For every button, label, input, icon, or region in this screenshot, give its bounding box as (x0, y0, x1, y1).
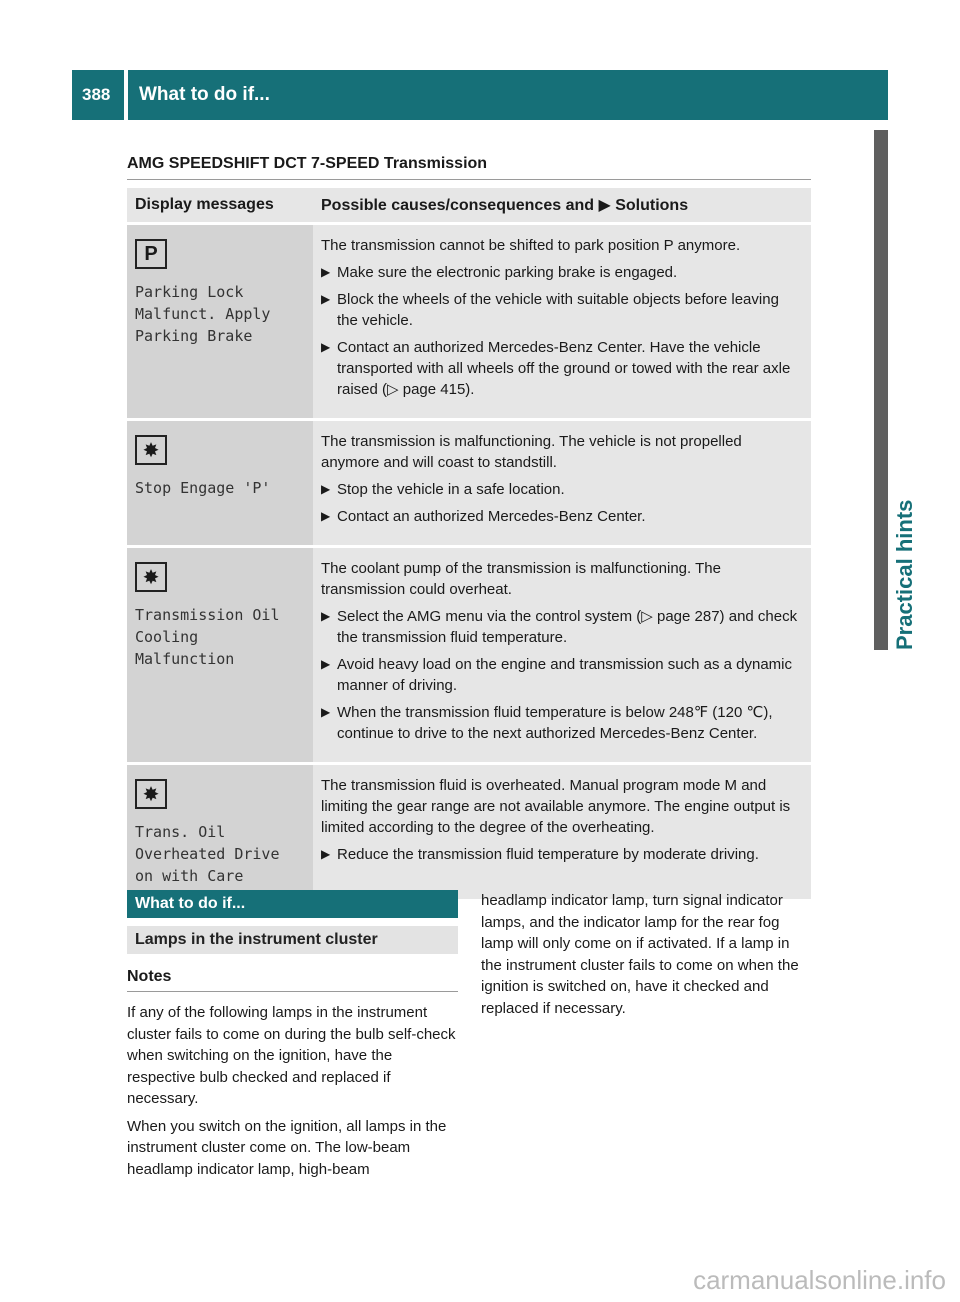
notes-heading: Notes (127, 968, 458, 992)
step-text: Select the AMG menu via the control system (▷ page 287) and check the transmission fluid temperature. (337, 608, 798, 646)
table-row (127, 225, 811, 421)
solutions-cell (313, 421, 811, 548)
step-arrow-icon: ▶ (321, 609, 331, 623)
step-text: Stop the vehicle in a safe location. (337, 481, 565, 498)
display-messages-table (127, 188, 811, 902)
solution-step (321, 844, 803, 865)
step-arrow-icon: ▶ (321, 482, 331, 496)
step-arrow-icon: ▶ (321, 847, 331, 861)
right-column (481, 890, 811, 1019)
display-message-cell (127, 548, 313, 765)
display-message-text: Transmission Oil Cooling Malfunction (135, 606, 280, 668)
display-message-cell (127, 765, 313, 902)
step-text: When the transmission fluid temperature is below 248℉ (120 ℃), continue to drive to the next authorized Mercedes-Benz Center. (337, 704, 773, 742)
solutions-cell (313, 548, 811, 765)
solution-step (321, 702, 803, 744)
solution-step (321, 337, 803, 400)
step-text: Block the wheels of the vehicle with suitable objects before leaving the vehicle. (337, 291, 779, 329)
step-arrow-icon: ▶ (321, 705, 331, 719)
table-header-row (127, 188, 811, 225)
solution-step (321, 606, 803, 648)
step-text: Avoid heavy load on the engine and transmission such as a dynamic manner of driving. (337, 656, 793, 694)
chapter-tab (874, 130, 888, 650)
column-header-display: Display messages (127, 188, 313, 225)
step-arrow-icon: ▶ (321, 509, 331, 523)
table-row (127, 765, 811, 902)
notes-paragraph-1: If any of the following lamps in the instrument cluster fails to come on during the bulb self-check when switching on the ignition, have the respective bulb checked and replaced if necessary. (127, 1004, 456, 1107)
transmission-warning-icon: ✸ (135, 562, 167, 592)
subsection-heading: Lamps in the instrument cluster (127, 926, 458, 954)
solutions-cell (313, 765, 811, 902)
left-column (127, 890, 458, 1180)
step-arrow-icon: ▶ (321, 292, 331, 306)
solution-step (321, 479, 803, 500)
step-text: Reduce the transmission fluid temperature by moderate driving. (337, 846, 759, 863)
table-row (127, 548, 811, 765)
notes-paragraph-3: headlamp indicator lamp, turn signal indicator lamps, and the indicator lamp for the rear fog lamp will only come on if activated. If a lamp in the instrument cluster fails to come on when the ignition is switched on, have it checked and replaced if necessary. (481, 892, 799, 1017)
page-header (72, 70, 888, 120)
cause-text: The transmission is malfunctioning. The vehicle is not propelled anymore and will coast to standstill. (321, 433, 742, 471)
solutions-cell (313, 225, 811, 421)
page-number: 388 (82, 85, 111, 104)
solution-step (321, 506, 803, 527)
chapter-heading: What to do if... (127, 890, 458, 918)
step-text: Contact an authorized Mercedes-Benz Center. (337, 508, 646, 525)
solution-step (321, 289, 803, 331)
watermark: carmanualsonline.info (693, 1265, 946, 1295)
cause-text: The transmission cannot be shifted to park position P anymore. (321, 237, 741, 254)
display-message-cell (127, 421, 313, 548)
table-row (127, 421, 811, 548)
step-arrow-icon: ▶ (321, 265, 331, 279)
header-title: What to do if... (139, 84, 270, 105)
display-message-cell (127, 225, 313, 421)
section-title: AMG SPEEDSHIFT DCT 7-SPEED Transmission (127, 155, 811, 180)
cause-text: The coolant pump of the transmission is malfunctioning. The transmission could overheat. (321, 560, 721, 598)
step-arrow-icon: ▶ (321, 657, 331, 671)
solution-step (321, 654, 803, 696)
notes-paragraph-2: When you switch on the ignition, all lamps in the instrument cluster come on. The low-beam headlamp indicator lamp, high-beam (127, 1117, 447, 1178)
transmission-warning-icon: ✸ (135, 779, 167, 809)
cause-text: The transmission fluid is overheated. Manual program mode M and limiting the gear range are not available anymore. The engine output is limited according to the degree of the overheating. (321, 777, 791, 836)
chapter-label: Practical hints (892, 499, 917, 650)
display-message-text: Trans. Oil Overheated Drive on with Care (135, 823, 280, 885)
park-position-icon: P (135, 239, 167, 269)
transmission-warning-icon: ✸ (135, 435, 167, 465)
solution-step (321, 262, 803, 283)
column-header-solutions: Possible causes/consequences and ▶ Solutions (313, 188, 811, 225)
step-text: Make sure the electronic parking brake is engaged. (337, 264, 678, 281)
display-message-text: Parking Lock Malfunct. Apply Parking Brake (135, 283, 271, 345)
step-text: Contact an authorized Mercedes-Benz Center. Have the vehicle transported with all wheels off the ground or towed with the rear axle raised (▷ page 415). (337, 339, 791, 398)
step-arrow-icon: ▶ (321, 340, 331, 354)
display-message-text: Stop Engage 'P' (135, 479, 271, 497)
